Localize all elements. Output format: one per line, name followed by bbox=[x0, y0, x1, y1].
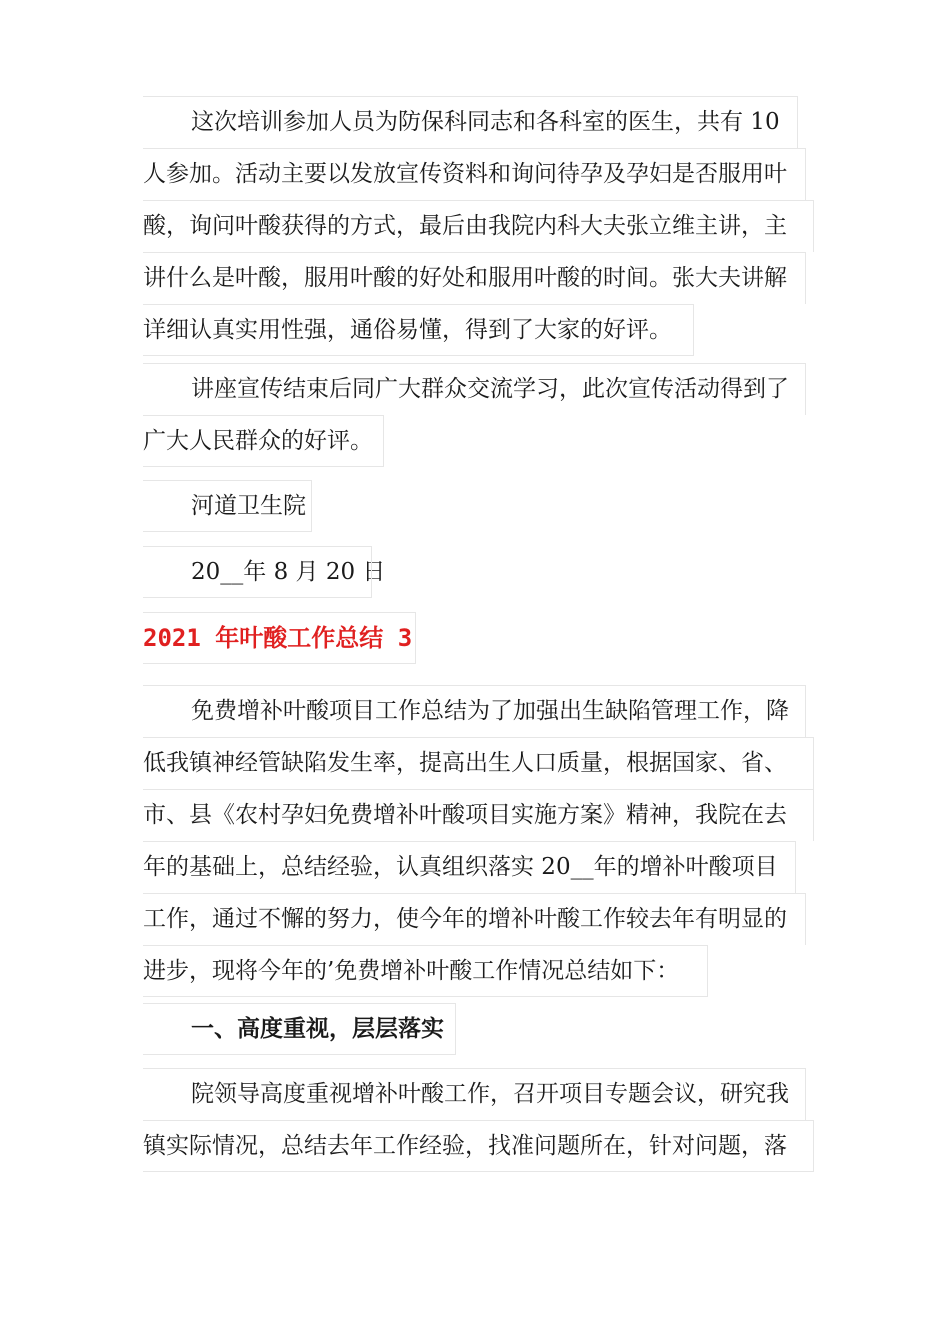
text-line: 讲座宣传结束后同广大群众交流学习，此次宣传活动得到了 bbox=[143, 363, 806, 415]
text-line: 酸，询问叶酸获得的方式，最后由我院内科大夫张立维主讲，主 bbox=[143, 200, 814, 252]
text-line: 免费增补叶酸项目工作总结为了加强出生缺陷管理工作，降 bbox=[143, 685, 806, 737]
section-heading: 一、高度重视，层层落实 bbox=[143, 1003, 456, 1055]
paragraph-summary bbox=[143, 685, 814, 997]
text-line: 河道卫生院 bbox=[143, 480, 312, 532]
text-line: 工作，通过不懈的努力，使今年的增补叶酸工作较去年有明显的 bbox=[143, 893, 806, 945]
text-line: 讲什么是叶酸，服用叶酸的好处和服用叶酸的时间。张大夫讲解 bbox=[143, 252, 806, 304]
text-line: 这次培训参加人员为防保科同志和各科室的医生，共有 10 bbox=[143, 96, 798, 148]
paragraph-leadership bbox=[143, 1068, 814, 1172]
section-title bbox=[143, 612, 416, 664]
text-line: 市、县《农村孕妇免费增补叶酸项目实施方案》精神，我院在去 bbox=[143, 789, 814, 841]
paragraph-training bbox=[143, 96, 814, 356]
subheading bbox=[143, 1003, 456, 1055]
text-line: 人参加。活动主要以发放宣传资料和询问待孕及孕妇是否服用叶 bbox=[143, 148, 806, 200]
signature-date bbox=[143, 546, 386, 598]
text-line: 院领导高度重视增补叶酸工作，召开项目专题会议，研究我 bbox=[143, 1068, 806, 1120]
text-line: 年的基础上，总结经验，认真组织落实 20__年的增补叶酸项目 bbox=[143, 841, 796, 893]
signature-org bbox=[143, 480, 312, 532]
text-line: 20__年 8 月 20 日 bbox=[143, 546, 372, 598]
text-line: 低我镇神经管缺陷发生率，提高出生人口质量，根据国家、省、 bbox=[143, 737, 814, 789]
paragraph-lecture bbox=[143, 363, 806, 467]
text-line: 详细认真实用性强，通俗易懂，得到了大家的好评。 bbox=[143, 304, 694, 356]
page-title: 2021 年叶酸工作总结 3 bbox=[143, 612, 416, 664]
text-line: 进步，现将今年的’免费增补叶酸工作情况总结如下： bbox=[143, 945, 708, 997]
text-line: 广大人民群众的好评。 bbox=[143, 415, 384, 467]
text-line: 镇实际情况，总结去年工作经验，找准问题所在，针对问题，落 bbox=[143, 1120, 814, 1172]
